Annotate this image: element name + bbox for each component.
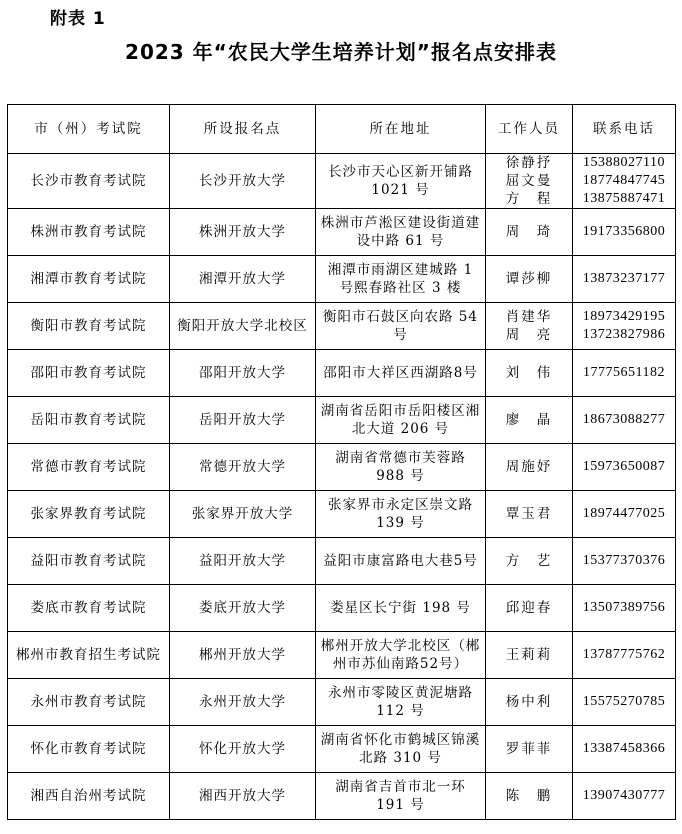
staff-name: 周 亮: [505, 327, 553, 343]
staff-cell: [486, 209, 573, 256]
staff-name: 陈 鹏: [505, 788, 553, 804]
registration-site-cell: 张家界开放大学: [170, 491, 316, 538]
phone-cell: [573, 726, 676, 773]
phone-number: 17775651182: [583, 365, 665, 380]
table-row: [8, 491, 676, 538]
address-cell: 长沙市天心区新开铺路 1021 号: [316, 154, 486, 209]
phone-number: 18774847745: [582, 173, 666, 188]
address-cell: 湖南省怀化市鹤城区锦溪北路 310 号: [316, 726, 486, 773]
staff-cell: [486, 350, 573, 397]
table-row: [8, 726, 676, 773]
phone-number: 13907430777: [582, 788, 666, 803]
phone-cell: [573, 444, 676, 491]
table-row: [8, 632, 676, 679]
table-body: [8, 154, 676, 820]
exam-institute-cell: 益阳市教育考试院: [8, 538, 170, 585]
staff-name: 杨中利: [505, 694, 553, 710]
staff-cell: [486, 256, 573, 303]
phone-cell: [573, 256, 676, 303]
staff-cell: [486, 773, 573, 820]
staff-cell: [486, 632, 573, 679]
exam-institute-cell: 邵阳市教育考试院: [8, 350, 170, 397]
address-cell: 邵阳市大祥区西湖路8号: [316, 350, 486, 397]
column-header-staff: 工作人员: [486, 105, 573, 154]
phone-cell: [573, 632, 676, 679]
column-header-registration-site: 所设报名点: [170, 105, 316, 154]
phone-number: 15575270785: [582, 694, 666, 709]
phone-number: 18974477025: [582, 506, 666, 521]
staff-name: 邱迎春: [505, 600, 553, 616]
exam-institute-cell: 永州市教育考试院: [8, 679, 170, 726]
exam-institute-cell: 岳阳市教育考试院: [8, 397, 170, 444]
phone-cell: [573, 303, 676, 350]
staff-cell: [486, 491, 573, 538]
table-row: [8, 538, 676, 585]
registration-site-cell: 岳阳开放大学: [170, 397, 316, 444]
phone-number: 13875887471: [582, 191, 666, 206]
phone-number: 13723827986: [582, 327, 666, 342]
address-cell: 益阳市康富路电大巷5号: [316, 538, 486, 585]
staff-name: 方 程: [505, 191, 553, 207]
table-header-row: [8, 105, 676, 154]
phone-number: 18973429195: [582, 309, 666, 324]
registration-site-cell: 湘西开放大学: [170, 773, 316, 820]
phone-cell: [573, 397, 676, 444]
staff-name: 屈文曼: [505, 173, 553, 189]
staff-name: 覃玉君: [505, 506, 553, 522]
page-title: 2023 年“农民大学生培养计划”报名点安排表: [125, 40, 557, 64]
table-row: [8, 585, 676, 632]
staff-cell: [486, 585, 573, 632]
phone-cell: [573, 585, 676, 632]
staff-name: 谭莎柳: [505, 271, 553, 287]
address-cell: 湖南省吉首市北一环 191 号: [316, 773, 486, 820]
registration-site-cell: 益阳开放大学: [170, 538, 316, 585]
phone-number: 13387458366: [582, 741, 666, 756]
exam-institute-cell: 湘潭市教育考试院: [8, 256, 170, 303]
staff-name: 王莉莉: [505, 647, 553, 663]
column-header-exam-institute: 市（州）考试院: [8, 105, 170, 154]
table-row: [8, 773, 676, 820]
staff-name: 周施妤: [505, 459, 553, 475]
table-row: [8, 350, 676, 397]
staff-cell: [486, 154, 573, 209]
phone-cell: [573, 679, 676, 726]
table-row: [8, 256, 676, 303]
exam-institute-cell: 常德市教育考试院: [8, 444, 170, 491]
table-row: [8, 397, 676, 444]
exam-institute-cell: 株洲市教育考试院: [8, 209, 170, 256]
address-cell: 湖南省常德市芙蓉路 988 号: [316, 444, 486, 491]
phone-number: 18673088277: [582, 412, 666, 427]
staff-name: 方 艺: [505, 553, 553, 569]
phone-number: 13507389756: [582, 600, 666, 615]
registration-site-cell: 长沙开放大学: [170, 154, 316, 209]
address-cell: 娄星区长宁街 198 号: [316, 585, 486, 632]
staff-cell: [486, 679, 573, 726]
address-cell: 郴州开放大学北校区（郴州市苏仙南路52号）: [316, 632, 486, 679]
staff-cell: [486, 538, 573, 585]
address-cell: 张家界市永定区崇文路 139 号: [316, 491, 486, 538]
phone-number: 15377370376: [582, 553, 666, 568]
staff-name: 刘 伟: [505, 365, 553, 381]
staff-cell: [486, 444, 573, 491]
table-row: [8, 444, 676, 491]
registration-site-cell: 株洲开放大学: [170, 209, 316, 256]
staff-cell: [486, 726, 573, 773]
table-row: [8, 679, 676, 726]
exam-institute-cell: 长沙市教育考试院: [8, 154, 170, 209]
phone-cell: [573, 773, 676, 820]
address-cell: 永州市零陵区黄泥塘路 112 号: [316, 679, 486, 726]
phone-number: 19173356800: [582, 224, 666, 239]
phone-number: 15973650087: [582, 459, 666, 474]
phone-cell: [573, 491, 676, 538]
phone-cell: [573, 538, 676, 585]
registration-site-cell: 衡阳开放大学北校区: [170, 303, 316, 350]
registration-site-cell: 郴州开放大学: [170, 632, 316, 679]
exam-institute-cell: 衡阳市教育考试院: [8, 303, 170, 350]
staff-cell: [486, 397, 573, 444]
staff-name: 廖 晶: [505, 412, 553, 428]
registration-site-cell: 永州开放大学: [170, 679, 316, 726]
phone-cell: [573, 209, 676, 256]
phone-number: 15388027110: [583, 155, 665, 170]
exam-institute-cell: 郴州市教育招生考试院: [8, 632, 170, 679]
address-cell: 衡阳市石鼓区向农路 54 号: [316, 303, 486, 350]
table-row: [8, 209, 676, 256]
registration-site-cell: 怀化开放大学: [170, 726, 316, 773]
staff-name: 徐静抒: [505, 155, 553, 171]
exam-institute-cell: 怀化市教育考试院: [8, 726, 170, 773]
phone-number: 13787775762: [582, 647, 666, 662]
registration-site-cell: 常德开放大学: [170, 444, 316, 491]
registration-site-cell: 娄底开放大学: [170, 585, 316, 632]
exam-institute-cell: 张家界教育考试院: [8, 491, 170, 538]
phone-cell: [573, 154, 676, 209]
address-cell: 湘潭市雨湖区建城路 1 号熙春路社区 3 楼: [316, 256, 486, 303]
table-row: [8, 154, 676, 209]
registration-sites-table: [7, 104, 676, 820]
registration-site-cell: 湘潭开放大学: [170, 256, 316, 303]
address-cell: 湖南省岳阳市岳阳楼区湘北大道 206 号: [316, 397, 486, 444]
staff-name: 肖建华: [505, 309, 553, 325]
table-row: [8, 303, 676, 350]
staff-cell: [486, 303, 573, 350]
appendix-label: 附表 1: [50, 9, 106, 29]
phone-number: 13873237177: [582, 271, 666, 286]
exam-institute-cell: 娄底市教育考试院: [8, 585, 170, 632]
column-header-address: 所在地址: [316, 105, 486, 154]
address-cell: 株洲市芦淞区建设街道建设中路 61 号: [316, 209, 486, 256]
column-header-phone: 联系电话: [573, 105, 676, 154]
staff-name: 罗菲菲: [505, 741, 553, 757]
registration-site-cell: 邵阳开放大学: [170, 350, 316, 397]
staff-name: 周 琦: [505, 224, 553, 240]
phone-cell: [573, 350, 676, 397]
exam-institute-cell: 湘西自治州考试院: [8, 773, 170, 820]
